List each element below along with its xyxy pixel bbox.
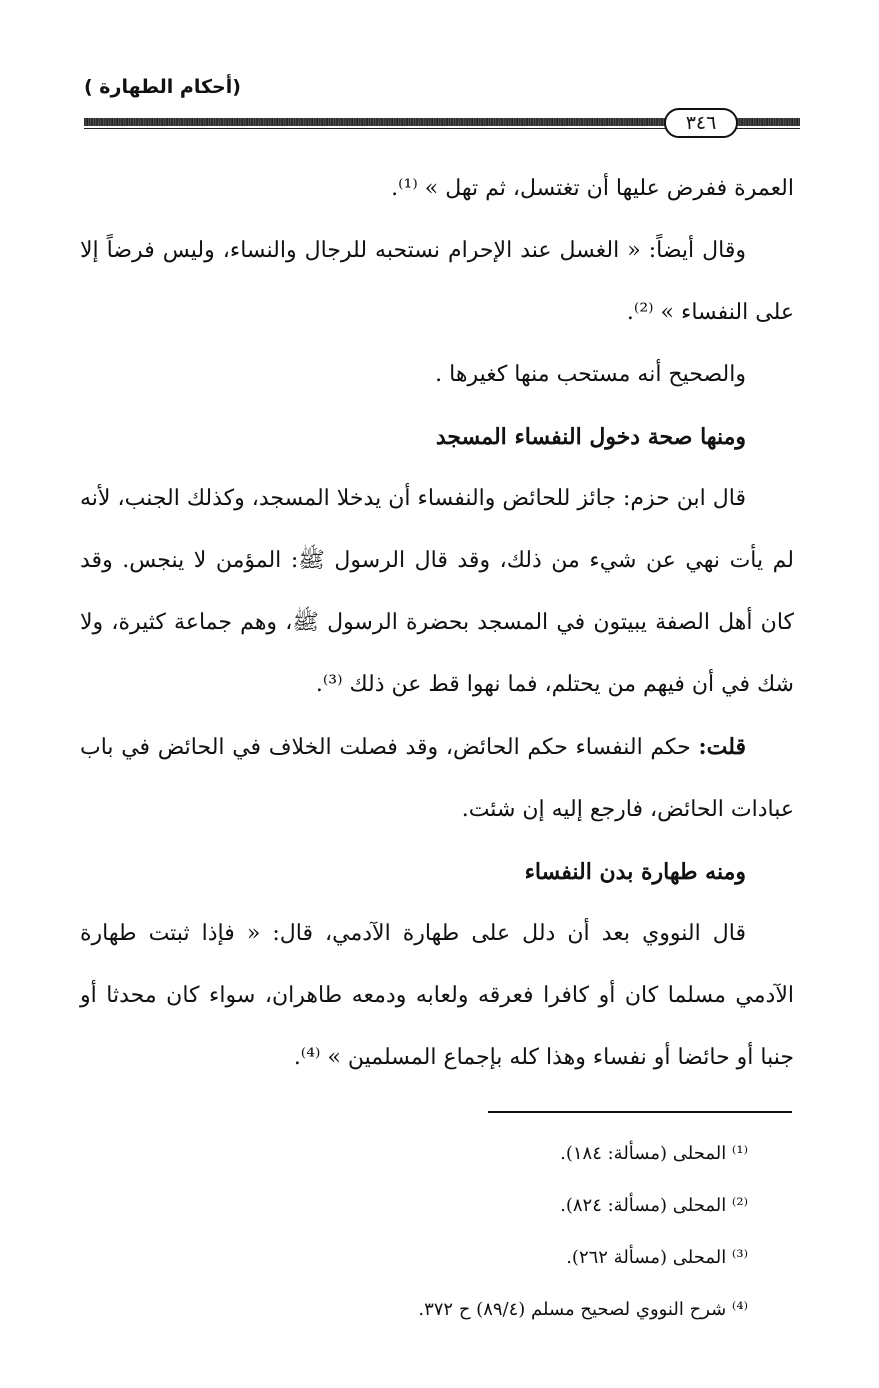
body-text <box>80 158 794 1089</box>
running-title: (أحكام الطهارة ) <box>84 76 241 98</box>
paragraph-text: حكم النفساء حكم الحائض، وقد فصلت الخلاف في الحائض في باب عبادات الحائض، فارجع إليه إن شئت. <box>80 735 794 822</box>
section-heading: ومنها صحة دخول النفساء المسجد <box>435 424 746 450</box>
footnote: ⁽²⁾ المحلى (مسألة: ٨٢٤). <box>560 1195 748 1216</box>
paragraph: وقال أيضاً: « الغسل عند الإحرام نستحبه للرجال والنساء، وليس فرضاً إلا على النفساء » ⁽²⁾. <box>80 238 794 325</box>
paragraph: العمرة ففرض عليها أن تغتسل، ثم تهل » ⁽¹⁾. <box>391 176 794 201</box>
page-number: ٣٤٦ <box>664 108 738 138</box>
paragraph: قال النووي بعد أن دلل على طهارة الآدمي، قال: « فإذا ثبتت طهارة الآدمي مسلما كان أو كافرا فعرقه ولعابه ودمعه طاهران، سواء كان محدثا أو جنبا أو حائضا أو نفساء وهذا كله بإجماع المسلمين » ⁽⁴⁾. <box>80 921 794 1070</box>
footnote: ⁽⁴⁾ شرح النووي لصحيح مسلم (٨٩/٤) ح ٣٧٢. <box>418 1299 748 1320</box>
footnote: ⁽¹⁾ المحلى (مسألة: ١٨٤). <box>560 1143 748 1164</box>
paragraph <box>80 716 794 841</box>
footnote: ⁽³⁾ المحلى (مسألة ٢٦٢). <box>566 1247 748 1268</box>
footnotes <box>300 1128 796 1336</box>
paragraph: والصحيح أنه مستحب منها كغيرها . <box>435 362 746 387</box>
section-heading: ومنه طهارة بدن النفساء <box>524 859 746 885</box>
paragraph: قال ابن حزم: جائز للحائض والنفساء أن يدخلا المسجد، وكذلك الجنب، لأنه لم يأت نهي عن شيء من ذلك، وقد قال الرسول ﷺ: المؤمن لا ينجس. وقد كان أهل الصفة يبيتون في المسجد بحضرة الرسول ﷺ، وهم جماعة كثيرة، ولا شك في أن فيهم من يحتلم، فما نهوا قط عن ذلك ⁽³⁾. <box>80 486 794 697</box>
paragraph-lead: قلت: <box>698 734 746 760</box>
footnote-separator <box>488 1111 792 1113</box>
